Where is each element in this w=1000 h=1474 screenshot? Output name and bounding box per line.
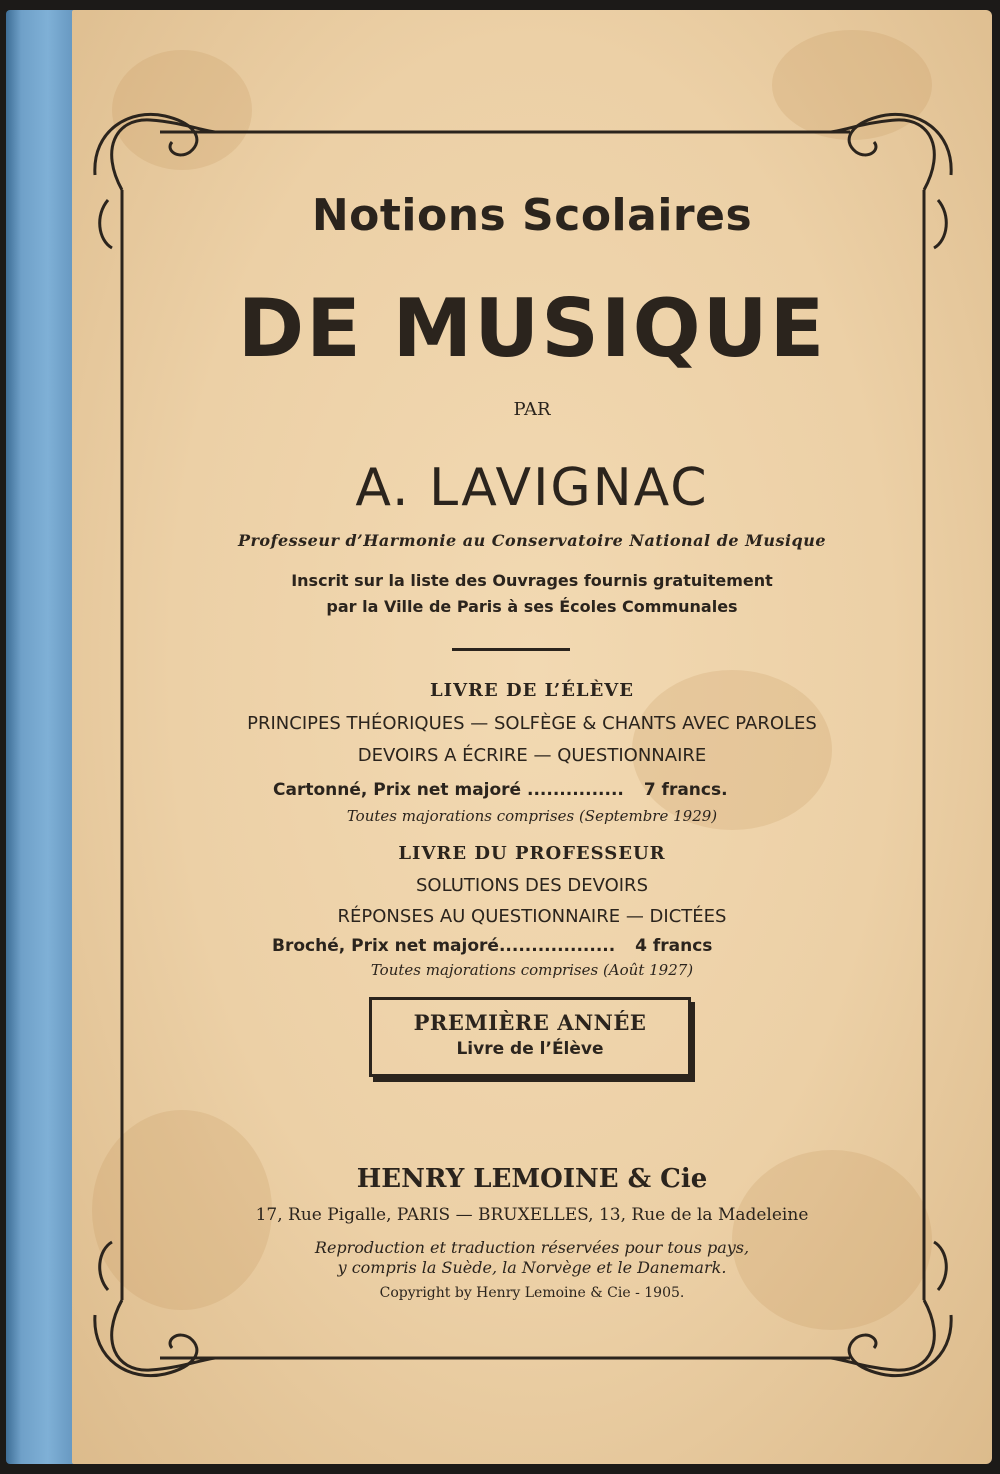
professeur-price-row [272, 936, 712, 956]
eleve-price-label: Cartonné, Prix net majoré [273, 780, 522, 800]
copyright-line: Copyright by Henry Lemoine & Cie - 1905. [379, 1285, 685, 1301]
author-name: A. LAVIGNAC [355, 458, 709, 518]
professeur-heading: LIVRE DU PROFESSEUR [398, 843, 666, 864]
publisher-address: 17, Rue Pigalle, PARIS — BRUXELLES, 13, Rue de la Madeleine [255, 1205, 809, 1225]
inscription-line-2: par la Ville de Paris à ses Écoles Communales [326, 597, 738, 616]
dot-leader: .................. [498, 936, 622, 956]
stamp-line-1: PREMIÈRE ANNÉE [413, 1010, 647, 1035]
eleve-price-row [273, 780, 728, 800]
title-line-1: Notions Scolaires [311, 190, 753, 241]
publisher-name: HENRY LEMOINE & Cie [356, 1164, 708, 1194]
eleve-line-2: DEVOIRS A ÉCRIRE — QUESTIONNAIRE [357, 745, 707, 766]
dot-leader: ............... [521, 780, 630, 800]
eleve-price-note: Toutes majorations comprises (Septembre 1929) [346, 807, 718, 825]
stamp-line-2: Livre de l’Élève [456, 1039, 604, 1059]
rights-line-2: y compris la Suède, la Norvège et le Danemark. [337, 1258, 727, 1277]
professeur-line-1: SOLUTIONS DES DEVOIRS [415, 875, 648, 896]
eleve-line-1: PRINCIPES THÉORIQUES — SOLFÈGE & CHANTS AVEC PAROLES [247, 713, 817, 734]
professeur-price-label: Broché, Prix net majoré [272, 936, 499, 956]
professeur-price-value: 4 francs [635, 936, 713, 956]
divider-rule [452, 648, 570, 651]
professeur-price-note: Toutes majorations comprises (Août 1927) [370, 961, 694, 979]
professeur-line-2: RÉPONSES AU QUESTIONNAIRE — DICTÉES [337, 906, 727, 927]
par-label: PAR [513, 399, 551, 420]
title-line-2: DE MUSIQUE [237, 282, 827, 375]
author-role: Professeur d’Harmonie au Conservatoire National de Musique [237, 531, 827, 550]
premiere-annee-stamp [369, 997, 691, 1077]
eleve-price-value: 7 francs. [643, 780, 728, 800]
inscription-line-1: Inscrit sur la liste des Ouvrages fournis gratuitement [291, 571, 773, 590]
rights-line-1: Reproduction et traduction réservées pour tous pays, [314, 1238, 750, 1257]
eleve-heading: LIVRE DE L’ÉLÈVE [430, 680, 634, 701]
